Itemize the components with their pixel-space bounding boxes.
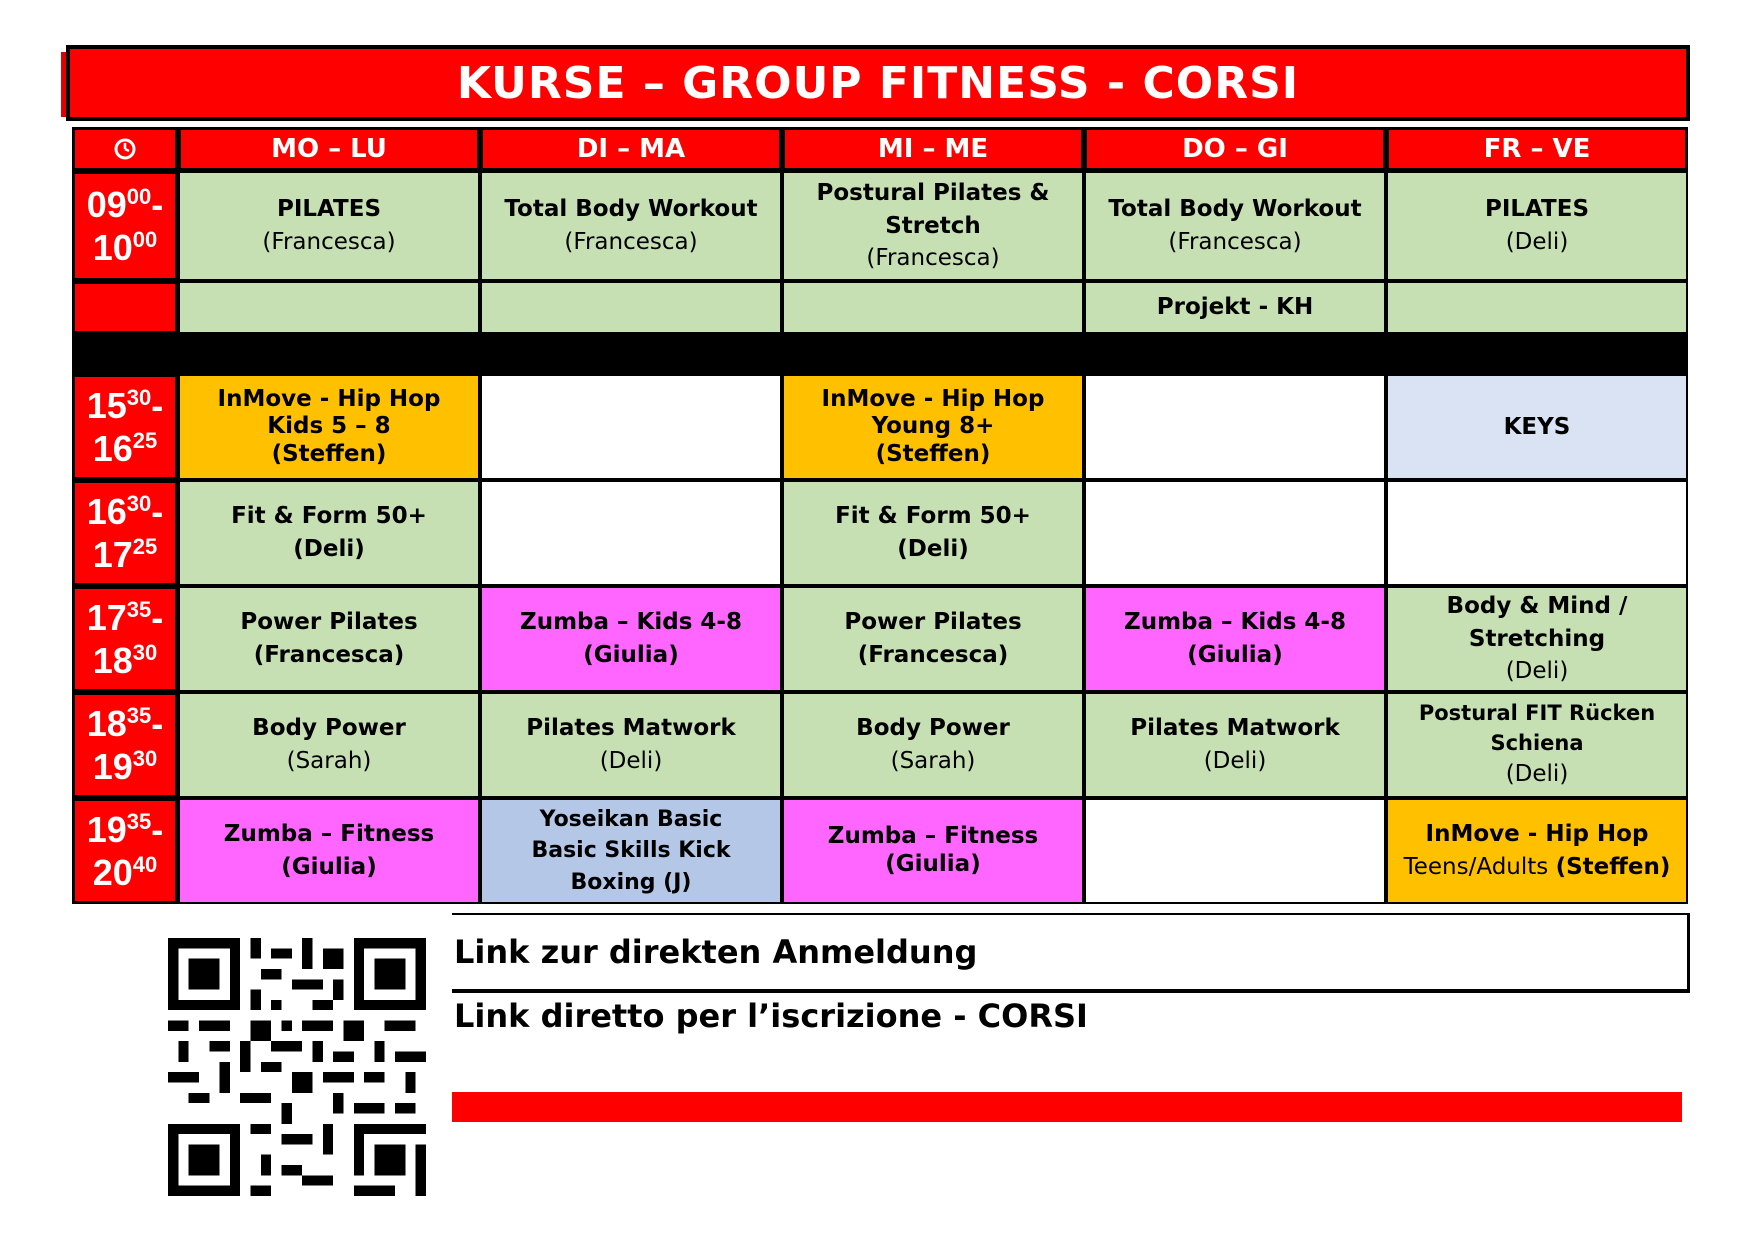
time-slot-0900: $09^{00}-$ $10^{00}$	[72, 171, 178, 281]
class-cell: Total Body Workout (Francesca)	[480, 171, 782, 281]
class-cell: PILATES (Deli)	[1386, 171, 1688, 281]
class-cell: Total Body Workout (Francesca)	[1084, 171, 1386, 281]
footer-red-bar	[452, 1092, 1682, 1122]
class-cell: Zumba – Fitness (Giulia)	[178, 798, 480, 904]
registration-link-it[interactable]: Link diretto per l’iscrizione - CORSI	[454, 997, 1088, 1035]
registration-link-de-text[interactable]: Link zur direkten Anmeldung	[454, 933, 978, 971]
class-cell: Fit & Form 50+ (Deli)	[178, 480, 480, 586]
time-slot-1935: $19^{35}-$ $20^{40}$	[72, 798, 178, 904]
day-header-thu: DO – GI	[1084, 127, 1386, 171]
class-cell-empty	[782, 281, 1084, 334]
class-cell: PILATES (Francesca)	[178, 171, 480, 281]
class-cell-empty	[1386, 281, 1688, 334]
class-cell: Body Power (Sarah)	[782, 692, 1084, 798]
day-header-wed: MI – ME	[782, 127, 1084, 171]
separator-bar	[72, 334, 1688, 374]
class-cell: Zumba – Kids 4-8 (Giulia)	[1084, 586, 1386, 692]
class-cell-empty	[1084, 798, 1386, 904]
day-header-fri: FR – VE	[1386, 127, 1688, 171]
clock-icon	[113, 137, 137, 161]
time-slot-1735: $17^{35}-$ $18^{30}$	[72, 586, 178, 692]
class-cell: Pilates Matwork (Deli)	[1084, 692, 1386, 798]
time-slot-1530: $15^{30}-$ $16^{25}$	[72, 374, 178, 480]
time-slot-empty	[72, 281, 178, 334]
class-cell: Projekt - KH	[1084, 281, 1386, 334]
class-cell: InMove - Hip Hop Kids 5 – 8 (Steffen)	[178, 374, 480, 480]
class-cell: Pilates Matwork (Deli)	[480, 692, 782, 798]
class-cell: InMove - Hip Hop Young 8+ (Steffen)	[782, 374, 1084, 480]
class-cell: KEYS	[1386, 374, 1688, 480]
class-cell-empty	[480, 281, 782, 334]
qr-code-icon[interactable]	[168, 938, 426, 1196]
class-cell: Postural Pilates & Stretch (Francesca)	[782, 171, 1084, 281]
class-cell: Postural FIT Rücken Schiena (Deli)	[1386, 692, 1688, 798]
class-cell: Body & Mind / Stretching (Deli)	[1386, 586, 1688, 692]
class-cell: Fit & Form 50+ (Deli)	[782, 480, 1084, 586]
clock-header-cell	[72, 127, 178, 171]
class-cell-empty	[1084, 480, 1386, 586]
day-header-mon: MO – LU	[178, 127, 480, 171]
page-title: KURSE – GROUP FITNESS - CORSI	[66, 45, 1690, 121]
class-cell: Yoseikan Basic Basic Skills Kick Boxing (J)	[480, 798, 782, 904]
class-cell-empty	[480, 374, 782, 480]
day-header-tue: DI – MA	[480, 127, 782, 171]
class-cell: Power Pilates (Francesca)	[782, 586, 1084, 692]
class-cell: Zumba – Kids 4-8 (Giulia)	[480, 586, 782, 692]
class-cell-empty	[480, 480, 782, 586]
class-cell: Body Power (Sarah)	[178, 692, 480, 798]
class-cell: InMove - Hip Hop Teens/Adults (Steffen)	[1386, 798, 1688, 904]
class-cell-empty	[1386, 480, 1688, 586]
registration-link-de[interactable]	[452, 913, 1690, 993]
class-cell: Zumba – Fitness (Giulia)	[782, 798, 1084, 904]
class-cell: Power Pilates (Francesca)	[178, 586, 480, 692]
class-cell-empty	[1084, 374, 1386, 480]
time-slot-1630: $16^{30}-$ $17^{25}$	[72, 480, 178, 586]
time-slot-1835: $18^{35}-$ $19^{30}$	[72, 692, 178, 798]
schedule-table	[72, 127, 1688, 904]
class-cell-empty	[178, 281, 480, 334]
